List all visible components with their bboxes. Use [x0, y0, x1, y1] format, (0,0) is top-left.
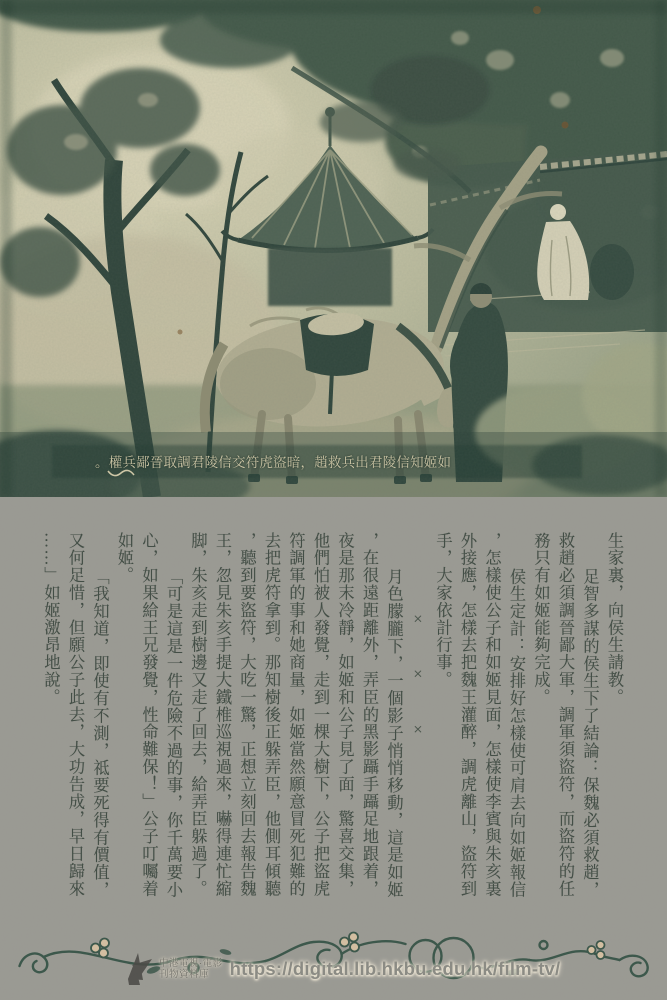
article-text: [37, 532, 626, 903]
article-paragraph: 月色朦朧下，一個影子悄悄移動，這是如姬，在很遠距離外，弄臣的黑影躡手躡足地跟着，夜是那末冷靜，如姬和公子見了面，驚喜交集，他們怕被人發覺，走到一棵大樹下，公子把盜虎符調軍的事和她商量，如姬當然願意冒死犯難的去把虎符拿到。那知樹後正躲弄臣，他側耳傾聽，聽到要盜符，大吃一驚，正想立刻回去報告魏王，忽見朱亥手提大鐵椎巡視過來，嚇得連忙縮脚，朱亥走到樹邊又走了回去，給弄臣躲過了。: [188, 532, 403, 899]
article-paragraph: 足智多謀的侯生下了結論：保魏必須救趙，救趙必須調晉鄙大軍，調軍須盜符，而盜符的任務只有如姬能夠完成。: [531, 532, 599, 899]
section-divider: × × ×: [409, 610, 427, 740]
watermark: [126, 946, 560, 992]
watermark-collection-name: [159, 958, 223, 980]
watermark-line-2: 刊物資料庫: [159, 969, 210, 980]
library-logo-icon: [126, 953, 152, 985]
article-paragraph: 生家裏，向侯生請教。: [605, 532, 623, 706]
still-photo: [0, 0, 667, 497]
watermark-url: https://digital.lib.hkbu.edu.hk/film-tv/: [229, 958, 561, 979]
article-paragraph: 侯生定計：安排好怎樣使可肩去向如姬報信，怎樣使公子和如姬見面，怎樣使李賓與朱亥裏外接應，怎樣去把魏王灌醉，調虎離山，盜符到手，大家依計行事。: [433, 532, 525, 899]
watermark-line-1: 中港電視·電影: [159, 958, 223, 969]
caption-underline-mark: [107, 468, 135, 478]
article-paragraph: 「可是這是一件危險不過的事，你千萬要小心，如果給王兄發覺，性命難保！」公子叮囑着如姬。: [115, 532, 182, 899]
still-photo-illustration: [0, 0, 667, 497]
photo-caption: 。權兵鄙晉取調君陵信交符虎盜暗，趙救兵出君陵信知姬如: [95, 455, 452, 470]
article-paragraph: 「我知道，即使有不測，祗要死得有價值，又何足惜，但願公子此去，大功告成，早日歸來……」如姬激昂地說。: [41, 532, 109, 899]
